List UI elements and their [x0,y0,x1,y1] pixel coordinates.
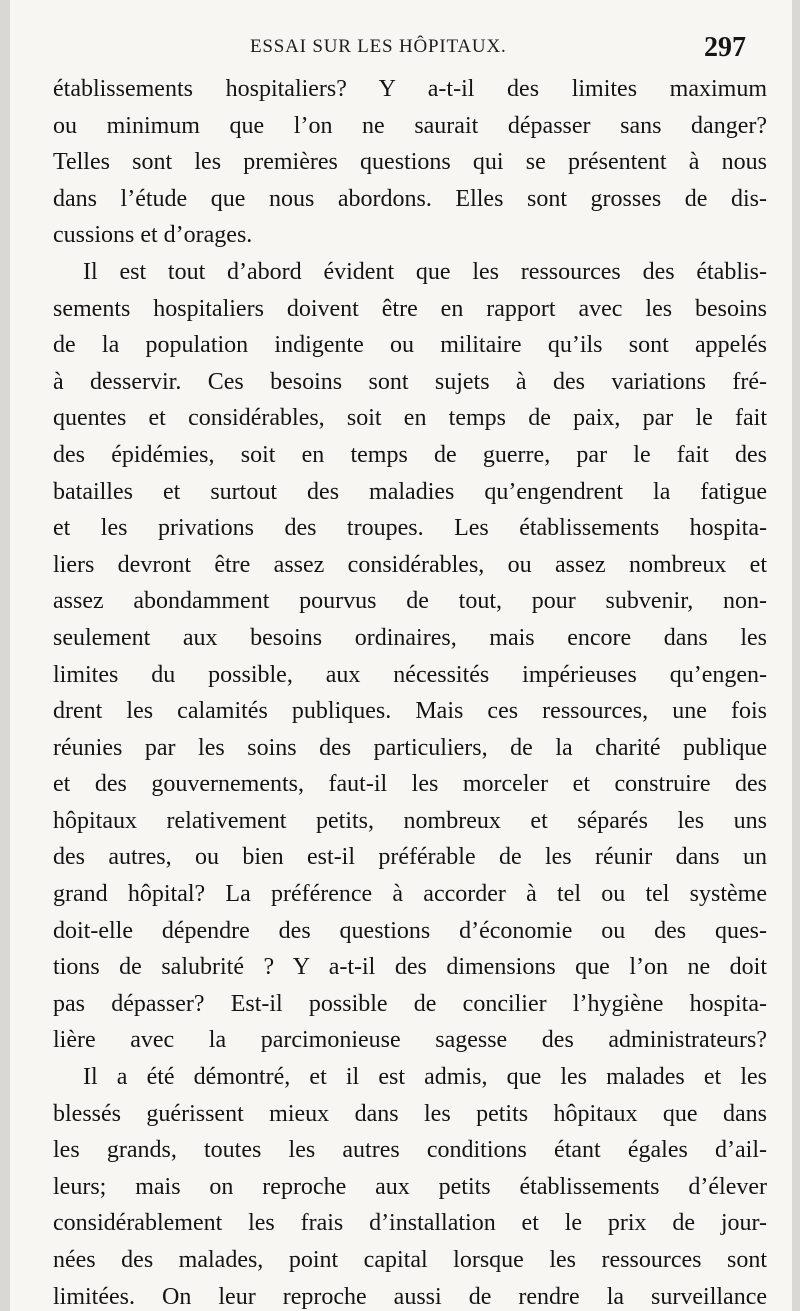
paragraph-start-line [10,1059,800,1096]
text-line-content: limites du possible, aux nécessités impérieuses qu’engen- [53,661,767,688]
text-line-content: assez abondamment pourvus de tout, pour subvenir, non- [53,588,767,615]
text-line-content: réunies par les soins des particuliers, de la charité publique [53,734,767,761]
text-line-content: lière avec la parcimonieuse sagesse des administrateurs? [53,1027,767,1054]
text-line [10,657,800,694]
text-line [10,547,800,584]
text-line-content: ou minimum que l’on ne saurait dépasser sans danger? [53,112,767,139]
text-line [10,364,800,401]
text-line [10,474,800,511]
text-line-content: pas dépasser? Est-il possible de concilier l’hygiène hospita- [53,990,767,1017]
text-line-content: à desservir. Ces besoins sont sujets à des variations fré- [53,368,767,395]
text-line [10,730,800,767]
text-line-content: hôpitaux relativement petits, nombreux et séparés les uns [53,807,767,834]
text-line [10,986,800,1023]
body-text [10,71,800,1311]
text-line-content: leurs; mais on reproche aux petits établissements d’élever [53,1173,767,1200]
text-line [10,510,800,547]
text-line-content: quentes et considérables, soit en temps de paix, par le fait [53,405,767,432]
text-line [10,876,800,913]
running-head: ESSAI SUR LES HÔPITAUX. [250,36,507,57]
text-line-content: cussions et d’orages. [53,222,253,249]
text-line [10,71,800,108]
text-line [10,693,800,730]
text-line [10,1242,800,1279]
text-line [10,327,800,364]
text-line-content: établissements hospitaliers? Y a-t-il des limites maximum [53,76,767,102]
text-line-content: seulement aux besoins ordinaires, mais encore dans les [53,624,767,651]
text-line-content: doit-elle dépendre des questions d’économie ou des ques- [53,917,767,944]
text-line-content: les grands, toutes les autres conditions étant égales d’ail- [53,1137,767,1164]
text-line [10,766,800,803]
text-line [10,400,800,437]
text-line [10,108,800,145]
text-line [10,803,800,840]
text-line-content: grand hôpital? La préférence à accorder à tel ou tel système [53,881,767,908]
text-line-content: limitées. On leur reproche aussi de rendre la surveillance [53,1283,767,1310]
page-number: 297 [704,32,746,63]
text-line [10,1205,800,1242]
text-line [10,291,800,328]
text-line [10,1279,800,1311]
text-line-content: sements hospitaliers doivent être en rapport avec les besoins [53,295,767,322]
text-line-content: de la population indigente ou militaire qu’ils sont appelés [53,332,767,359]
text-line [10,949,800,986]
text-line-content: blessés guérissent mieux dans les petits hôpitaux que dans [53,1100,767,1127]
paragraph-start-line [10,254,800,291]
text-line [10,437,800,474]
text-line-content: batailles et surtout des maladies qu’engendrent la fatigue [53,478,767,505]
text-line-content: des épidémies, soit en temps de guerre, par le fait des [53,441,767,468]
text-line [10,181,800,218]
text-line-content: Il a été démontré, et il est admis, que les malades et les [83,1064,767,1091]
text-line [10,144,800,181]
text-line [10,217,800,254]
text-line [10,583,800,620]
text-line-content: liers devront être assez considérables, ou assez nombreux et [53,551,767,578]
text-line [10,1132,800,1169]
text-line [10,839,800,876]
text-line [10,1169,800,1206]
text-line [10,913,800,950]
text-line-content: drent les calamités publiques. Mais ces ressources, une fois [53,698,767,725]
text-line-content: et les privations des troupes. Les établissements hospita- [53,515,767,542]
text-line-content: des autres, ou bien est-il préférable de les réunir dans un [53,844,767,871]
text-line [10,1096,800,1133]
text-line-content: et des gouvernements, faut-il les morceler et construire des [53,771,767,798]
text-line-content: Il est tout d’abord évident que les ressources des établis- [83,258,767,285]
text-line [10,620,800,657]
text-line-content: nées des malades, point capital lorsque les ressources sont [53,1247,767,1273]
text-line-content: tions de salubrité ? Y a-t-il des dimensions que l’on ne doit [53,954,767,981]
text-line-content: dans l’étude que nous abordons. Elles sont grosses de dis- [53,185,767,212]
text-line-content: Telles sont les premières questions qui se présentent à nous [53,149,767,176]
text-line [10,1022,800,1059]
text-line-content: considérablement les frais d’installation et le prix de jour- [53,1210,767,1237]
